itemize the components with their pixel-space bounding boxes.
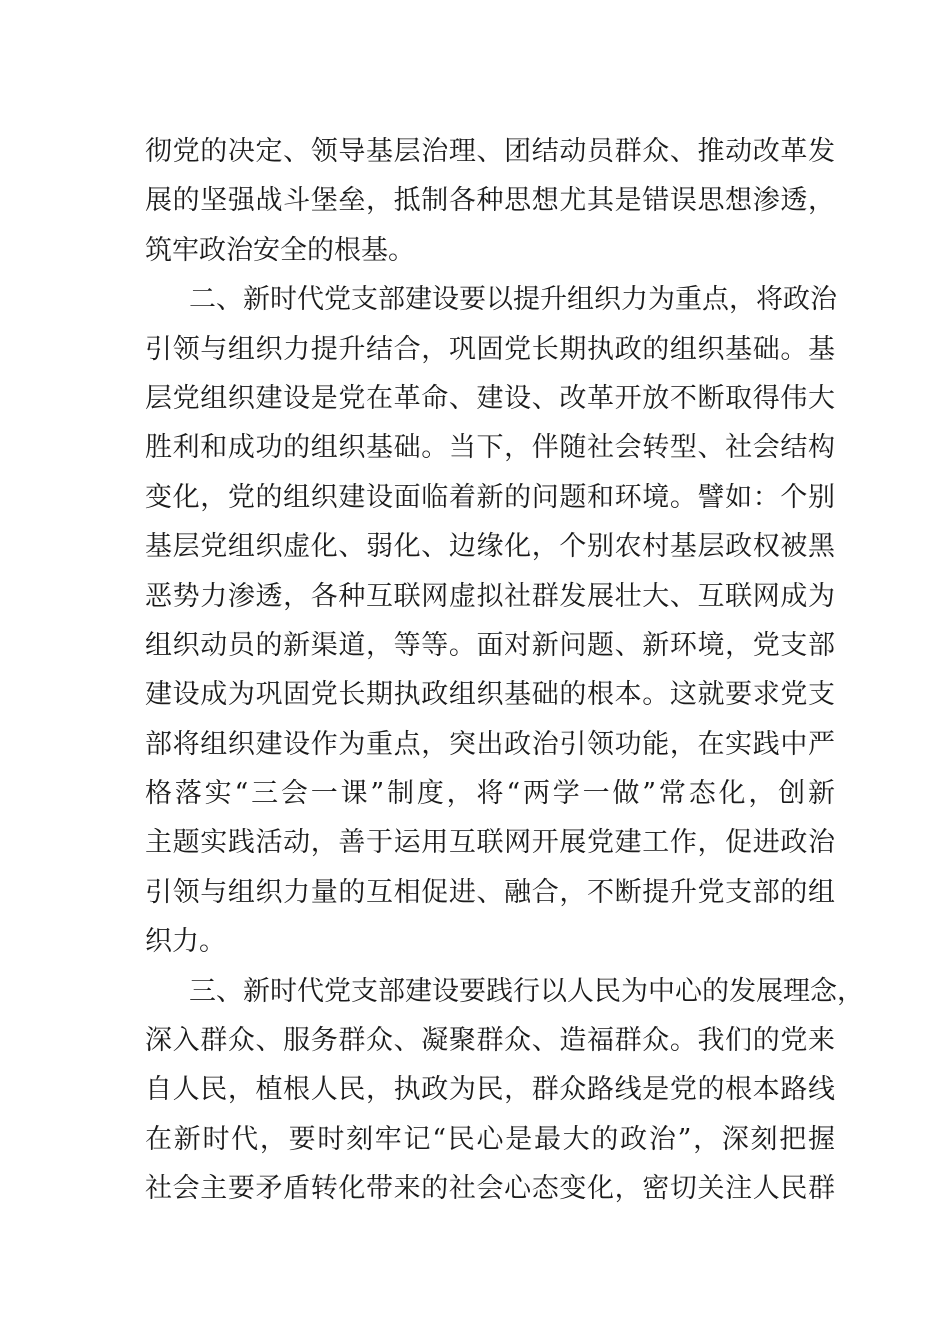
text-line: 织力。 (145, 926, 226, 958)
text-line: 变化，党的组织建设面临着新的问题和环境。譬如：个别 (145, 481, 835, 513)
text-line: 恶势力渗透，各种互联网虚拟社群发展壮大、互联网成为 (145, 580, 835, 612)
text-line: 主题实践活动，善于运用互联网开展党建工作，促进政治 (145, 827, 835, 859)
text-line: 部将组织建设作为重点，突出政治引领功能，在实践中严 (145, 728, 835, 760)
text-line: 格落实“三会一课”制度，将“两学一做”常态化，创新 (145, 778, 835, 810)
text-line: 社会主要矛盾转化带来的社会心态变化，密切关注人民群 (145, 1173, 835, 1205)
document-body (145, 127, 864, 1214)
text-line: 二、新时代党支部建设要以提升组织力为重点，将政治 (189, 284, 837, 316)
paragraph-1 (145, 127, 835, 275)
text-line: 层党组织建设是党在革命、建设、改革开放不断取得伟大 (145, 382, 835, 414)
text-line: 深入群众、服务群众、凝聚群众、造福群众。我们的党来 (145, 1025, 835, 1057)
text-line: 在新时代，要时刻牢记“民心是最大的政治”，深刻把握 (145, 1123, 835, 1155)
text-line: 彻党的决定、领导基层治理、团结动员群众、推动改革发 (145, 136, 835, 167)
text-line: 组织动员的新渠道，等等。面对新问题、新环境，党支部 (145, 629, 835, 661)
text-line: 三、新时代党支部建设要践行以人民为中心的发展理念， (189, 975, 864, 1007)
text-line: 建设成为巩固党长期执政组织基础的根本。这就要求党支 (145, 679, 835, 711)
text-line: 引领与组织力提升结合，巩固党长期执政的组织基础。基 (145, 333, 835, 365)
text-line: 筑牢政治安全的根基。 (145, 234, 415, 266)
text-line: 自人民，植根人民，执政为民，群众路线是党的根本路线 (145, 1074, 835, 1106)
text-line: 展的坚强战斗堡垒，抵制各种思想尤其是错误思想渗透， (145, 185, 835, 217)
paragraph-3 (145, 967, 864, 1214)
text-line: 胜利和成功的组织基础。当下，伴随社会转型、社会结构 (145, 432, 835, 464)
text-line: 基层党组织虚化、弱化、边缘化，个别农村基层政权被黑 (145, 531, 835, 563)
paragraph-2 (145, 275, 835, 966)
text-line: 引领与组织力量的互相促进、融合，不断提升党支部的组 (145, 876, 835, 908)
